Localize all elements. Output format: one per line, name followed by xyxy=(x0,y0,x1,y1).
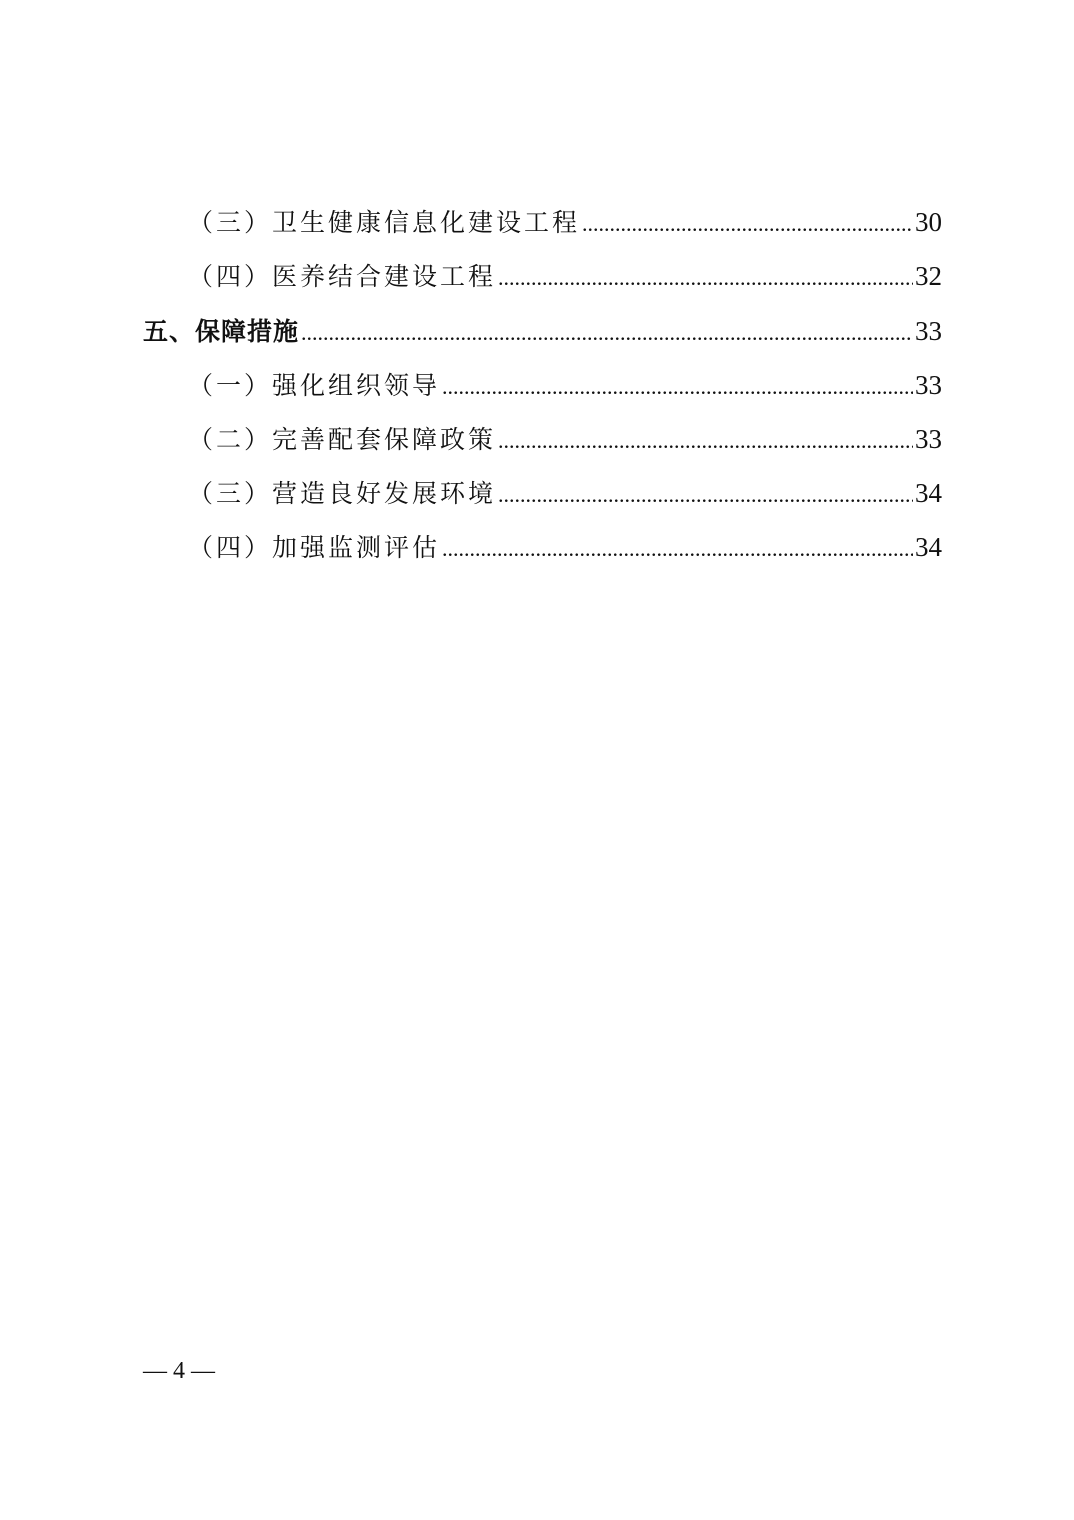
dot-leader xyxy=(442,529,913,569)
toc-entry-label: （一）强化组织领导 xyxy=(188,371,441,400)
dot-leader xyxy=(582,204,913,244)
toc-entry-page: 34 xyxy=(915,478,942,508)
toc-entry[interactable] xyxy=(188,527,942,567)
page-number-footer: — 4 — xyxy=(143,1358,215,1384)
toc-entry[interactable] xyxy=(188,256,942,296)
toc-entry-page: 30 xyxy=(915,207,942,237)
dot-leader xyxy=(498,421,913,461)
toc-entry-page: 33 xyxy=(915,316,942,346)
toc-entry-page: 32 xyxy=(915,261,942,291)
toc-section-label: 五、保障措施 xyxy=(143,317,300,346)
dot-leader xyxy=(498,475,913,515)
dot-leader xyxy=(498,258,913,298)
toc-entry[interactable] xyxy=(188,473,942,513)
toc-entry-page: 33 xyxy=(915,424,942,454)
toc-entry[interactable] xyxy=(188,202,942,242)
dot-leader xyxy=(442,367,913,407)
toc-entry-page: 34 xyxy=(915,532,942,562)
dot-leader xyxy=(301,313,913,353)
toc-entry-label: （四）医养结合建设工程 xyxy=(188,262,497,291)
toc-entry-page: 33 xyxy=(915,370,942,400)
toc-entry-label: （四）加强监测评估 xyxy=(188,533,441,562)
toc-entry-label: （三）卫生健康信息化建设工程 xyxy=(188,208,581,237)
toc-entry[interactable] xyxy=(188,365,942,405)
toc-section-entry[interactable] xyxy=(143,311,942,351)
toc-entry-label: （三）营造良好发展环境 xyxy=(188,479,497,508)
toc-entry-label: （二）完善配套保障政策 xyxy=(188,425,497,454)
toc-entry[interactable] xyxy=(188,419,942,459)
